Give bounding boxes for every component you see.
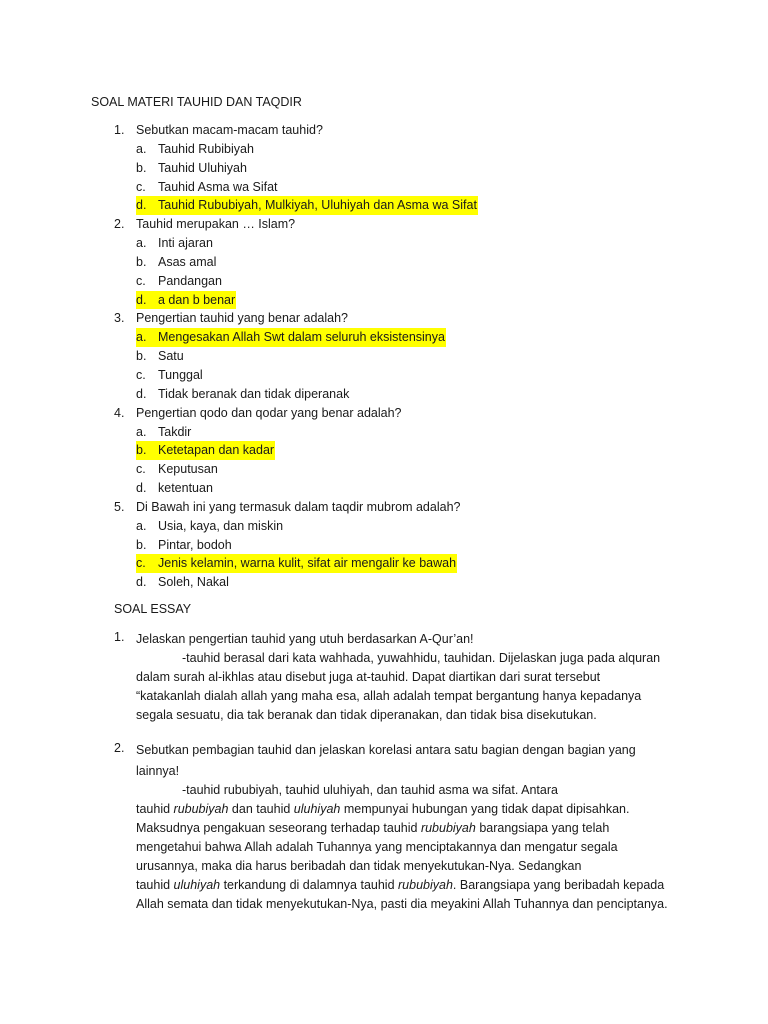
answer-option [136,159,247,178]
option-row [0,573,768,592]
option-text: Soleh, Nakal [158,575,229,590]
answer-option [136,479,213,498]
option-text: Usia, kaya, dan miskin [158,518,284,533]
essay-number: 1. [114,630,125,644]
option-letter: a. [136,518,147,533]
answer-option [136,536,232,555]
option-letter: c. [136,179,146,194]
option-row [0,423,768,442]
answer-option-highlighted [136,441,275,460]
essay-answer-line: Maksudnya pengakuan seseorang terhadap tauhid rububiyah barangsiapa yang telah [136,821,610,835]
essay-question-text: Sebutkan pembagian tauhid dan jelaskan korelasi antara satu bagian dengan bagian yang [136,743,636,757]
option-text: Pintar, bodoh [158,537,232,552]
essay-answer-line: urusannya, maka dia harus beribadah dan tidak menyekutukan-Nya. Sedangkan [136,859,582,873]
option-row [0,178,768,197]
option-letter: d. [136,386,147,401]
option-letter: c. [136,462,146,477]
option-text: Tauhid Asma wa Sifat [158,179,278,194]
question-text: Sebutkan macam-macam tauhid? [136,123,323,137]
option-text: Ketetapan dan kadar [158,443,275,458]
essay-answer-line: -tauhid berasal dari kata wahhada, yuwahhidu, tauhidan. Dijelaskan juga pada alquran [182,651,661,665]
question-row [0,121,768,140]
option-text: Mengesakan Allah Swt dalam seluruh eksistensinya [158,330,445,345]
option-letter: c. [136,367,146,382]
option-row [0,291,768,310]
option-letter: b. [136,537,147,552]
essay-heading: SOAL ESSAY [114,602,192,616]
option-letter: b. [136,443,147,458]
option-row [0,328,768,347]
multiple-choice-section [0,121,768,592]
question-text: Tauhid merupakan … Islam? [136,217,296,232]
option-text: Asas amal [158,254,217,269]
question-text: Pengertian qodo dan qodar yang benar adalah? [136,405,402,420]
essay-answer-line: tauhid rububiyah dan tauhid uluhiyah mempunyai hubungan yang tidak dapat dipisahkan. [136,802,630,816]
question-row [0,404,768,423]
option-text: Tauhid Rubibiyah [158,141,254,156]
essay-answer-line: -tauhid rububiyah, tauhid uluhiyah, dan tauhid asma wa sifat. Antara [182,783,558,797]
option-letter: d. [136,292,147,307]
answer-option [136,460,218,479]
option-row [0,234,768,253]
option-row [0,479,768,498]
option-letter: a. [136,141,147,156]
essay-number: 2. [114,741,125,755]
question-number: 4. [114,405,125,420]
answer-option [136,366,203,385]
option-row [0,347,768,366]
question-row [0,498,768,517]
option-letter: d. [136,198,147,213]
option-text: Pandangan [158,273,222,288]
answer-option [136,423,191,442]
option-text: Takdir [158,424,192,439]
italic-term: uluhiyah [293,802,341,816]
question-text: Pengertian tauhid yang benar adalah? [136,311,348,326]
question-row [0,309,768,328]
essay-answer-line: tauhid uluhiyah terkandung di dalamnya tauhid rububiyah. Barangsiapa yang beribadah kepada [136,878,665,892]
option-row [0,272,768,291]
question-number: 5. [114,499,125,514]
option-row [0,460,768,479]
option-text: ketentuan [158,481,213,496]
essay-answer-line: segala sesuatu, dia tak beranak dan tidak diperanakan, dan tidak bisa disekutukan. [136,708,597,722]
option-letter: c. [136,273,146,288]
option-text: Jenis kelamin, warna kulit, sifat air mengalir ke bawah [158,556,457,571]
option-row [0,140,768,159]
option-letter: b. [136,254,147,269]
option-row [0,196,768,215]
option-letter: c. [136,556,146,571]
option-row [0,441,768,460]
answer-option [136,517,283,536]
option-row [0,536,768,555]
answer-option [136,272,222,291]
option-letter: a. [136,236,147,251]
option-letter: d. [136,481,147,496]
answer-option [136,234,213,253]
answer-option-highlighted [136,554,457,573]
option-letter: b. [136,349,147,364]
italic-term: rububiyah [173,802,229,816]
option-row [0,366,768,385]
question-text: Di Bawah ini yang termasuk dalam taqdir mubrom adalah? [136,499,461,514]
answer-option [136,385,349,404]
option-row [0,554,768,573]
italic-term: rububiyah [420,821,476,835]
answer-option [136,347,184,366]
question-number: 3. [114,311,125,326]
option-letter: b. [136,160,147,175]
option-text: Tunggal [158,367,203,382]
essay-answer-line: mengetahui bahwa Allah adalah Tuhannya yang menciptakannya dan mengatur segala [136,840,618,854]
option-letter: a. [136,330,147,345]
option-text: Inti ajaran [158,236,213,251]
essay-answer-line: Allah semata dan tidak menyekutukan-Nya, pasti dia meyakini Allah Tuhannya dan penciptanya. [136,897,668,911]
option-text: Tidak beranak dan tidak diperanak [158,386,350,401]
question-row [0,215,768,234]
option-row [0,159,768,178]
essay-answer-line: “katakanlah dialah allah yang maha esa, allah adalah tempat bergantung hanya kepadanya [136,689,642,703]
question-number: 2. [114,217,125,232]
answer-option [136,140,254,159]
question-number: 1. [114,123,125,137]
option-row [0,253,768,272]
option-letter: a. [136,424,147,439]
answer-option-highlighted [136,328,446,347]
option-text: Satu [158,349,184,364]
answer-option [136,253,216,272]
answer-option-highlighted [136,291,236,310]
option-text: Keputusan [158,462,218,477]
option-row [0,385,768,404]
essay-question-text: lainnya! [136,764,180,778]
answer-option [136,573,229,592]
answer-option-highlighted [136,196,478,215]
option-row [0,517,768,536]
italic-term: uluhiyah [173,878,221,892]
option-text: a dan b benar [158,292,236,307]
italic-term: rububiyah [398,878,453,892]
document-title: SOAL MATERI TAUHID DAN TAQDIR [91,95,302,109]
essay-answer-line: dalam surah al-ikhlas atau disebut juga at-tauhid. Dapat diartikan dari surat tersebut [136,670,601,684]
answer-option [136,178,278,197]
option-text: Tauhid Uluhiyah [158,160,247,175]
option-letter: d. [136,575,147,590]
essay-question-text: Jelaskan pengertian tauhid yang utuh berdasarkan A-Qur’an! [136,632,474,646]
option-text: Tauhid Rububiyah, Mulkiyah, Uluhiyah dan Asma wa Sifat [158,198,477,213]
